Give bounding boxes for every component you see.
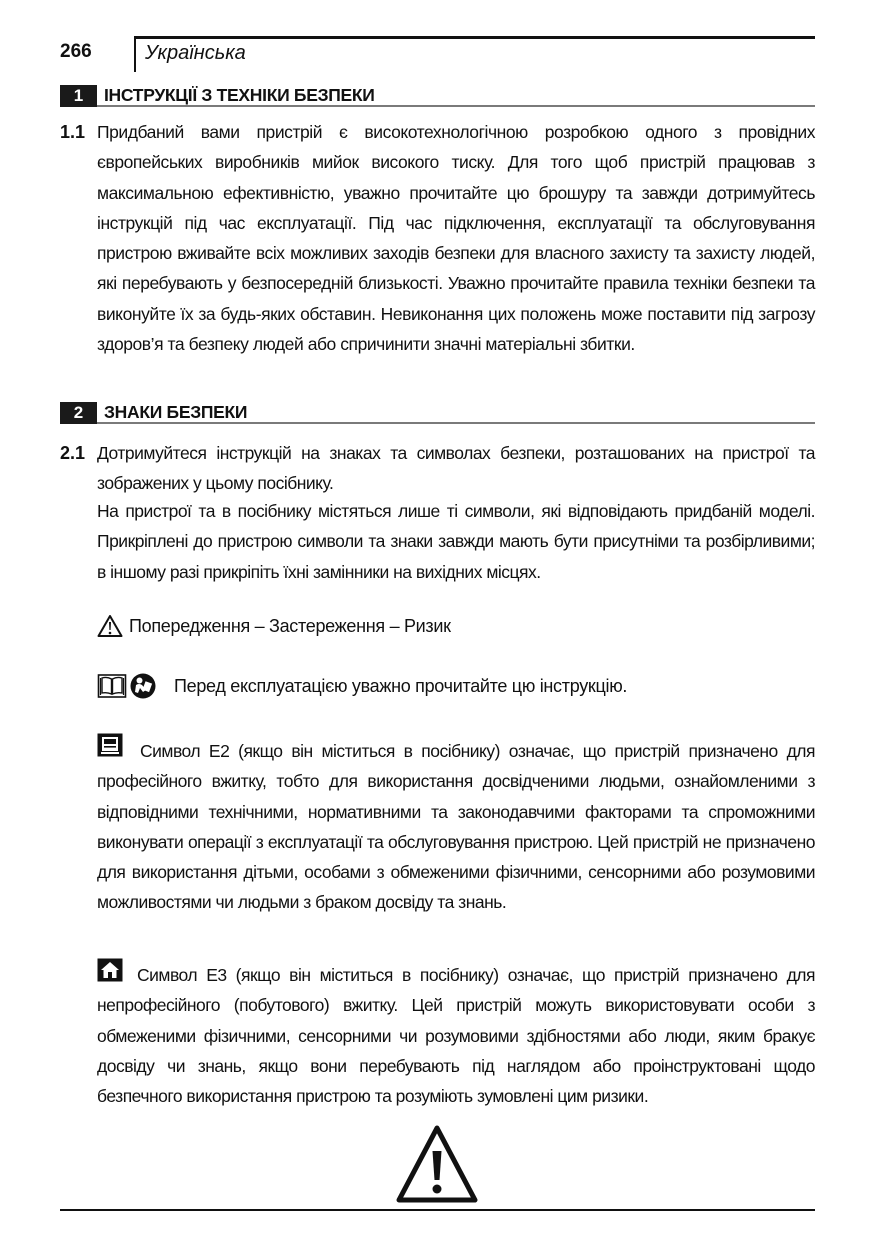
footer-rule bbox=[60, 1209, 815, 1211]
read-manual-text: Перед експлуатацією уважно прочитайте цю інструкцію. bbox=[174, 676, 628, 696]
section-number: 2 bbox=[60, 402, 97, 424]
e3-description: Символ E3 (якщо він міститься в посібнику) означає, що пристрій призначено для непрофесійного (побутового) вжитку. Цей пристрій можуть використовувати особи з обмеженими фізичними, сенсорними чи розумовими здібностями або люди, яким бракує досвіду чи знань, якщо вони перебувають під наглядом або проінструктовані щодо безпечного використання пристрою та розуміють зумовлені цим ризики. bbox=[97, 965, 815, 1107]
book-icon bbox=[97, 673, 127, 699]
manual-reader-icon bbox=[130, 673, 156, 699]
header-rule bbox=[134, 36, 815, 39]
section-number: 1 bbox=[60, 85, 97, 107]
section-rule bbox=[97, 105, 815, 107]
warning-triangle-icon bbox=[97, 614, 123, 638]
section-title: ІНСТРУКЦІЇ З ТЕХНІКИ БЕЗПЕКИ bbox=[104, 85, 375, 105]
language-label: Українська bbox=[145, 42, 246, 64]
paragraph-1-1: Придбаний вами пристрій є високотехнологічною розробкою одного з провідних європейських виробників мийок високого тиску. Для того щоб пристрій працював з максимальною ефективністю, уважно прочитайте цю брошуру та завжди дотримуйтесь інструкцій під час експлуатації. Під час підключення, експлуатації та обслуговування пристрою вживайте всіх можливих заходів безпеки для власного захисту та захисту людей, які перебувають у безпосередній близькості. Уважно прочитайте правила техніки безпеки та виконуйте їх за будь-яких обставин. Невиконання цих положень може поставити під загрозу здоров’я та безпеку людей або спричинити значні матеріальні збитки. bbox=[97, 122, 815, 355]
section-title: ЗНАКИ БЕЗПЕКИ bbox=[104, 402, 248, 422]
header-divider bbox=[134, 38, 136, 72]
paragraph-number-2-1: 2.1 bbox=[60, 443, 86, 463]
section-rule bbox=[97, 422, 815, 424]
warning-symbol-row bbox=[97, 613, 451, 639]
section-heading-2 bbox=[60, 400, 815, 424]
e2-description: Символ E2 (якщо він міститься в посібнику) означає, що пристрій призначено для професійного вжитку, тобто для використання досвідченими людьми, ознайомленими з відповідними технічними, нормативними та законодавчими факторами та спроможними виконувати операції з експлуатації та обслуговування пристрою. Цей пристрій не призначено для використання дітьми, особами з обмеженими фізичними, сенсорними або розумовими можливостями чи людьми з браком досвіду та знань. bbox=[97, 741, 815, 913]
section-heading-1 bbox=[60, 83, 815, 107]
paragraph-2-1a: Дотримуйтеся інструкцій на знаках та символах безпеки, розташованих на пристрої та зображених у цьому посібнику. bbox=[97, 443, 815, 494]
paragraph-number-1-1: 1.1 bbox=[60, 122, 86, 142]
warning-text: Попередження – Застереження – Ризик bbox=[129, 616, 451, 636]
warning-triangle-large-icon bbox=[395, 1124, 479, 1204]
read-manual-symbol-row bbox=[97, 673, 627, 699]
paragraph-2-1b: На пристрої та в посібнику містяться лише ті символи, які відповідають придбаній моделі. Прикріплені до пристрою символи та знаки завжди мають бути присутніми та розбірливими; в іншому разі прикріпіть їхні замінники на вихідних місцях. bbox=[97, 501, 815, 582]
page-number: 266 bbox=[60, 41, 92, 62]
